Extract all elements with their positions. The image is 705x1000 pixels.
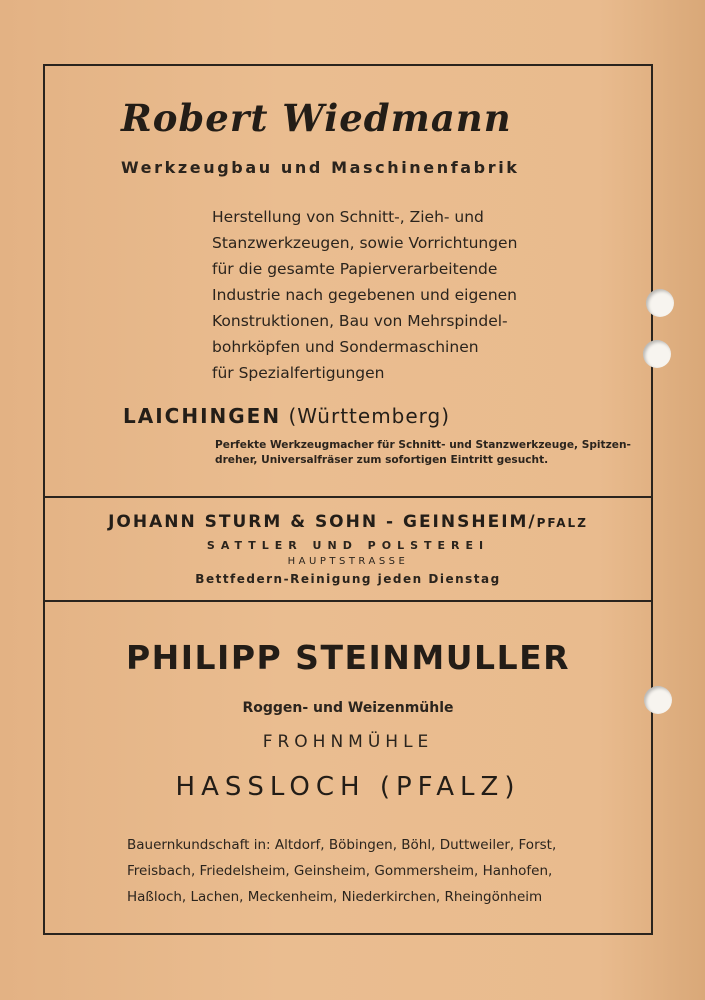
company-name-steinmuller: PHILIPP STEINMULLER <box>125 638 571 677</box>
region-name: (Württemberg) <box>288 404 451 428</box>
job-offer-line: Perfekte Werkzeugmacher für Schnitt- und Stanzwerkzeuge, Spitzen- <box>215 439 631 451</box>
ad-sturm <box>45 496 651 600</box>
description-line: Industrie nach gegebenen und eigenen <box>212 286 517 304</box>
company-location <box>123 404 450 428</box>
description-line: Herstellung von Schnitt-, Zieh- und <box>212 208 484 226</box>
description-line: für die gesamte Papierverarbeitende <box>212 260 498 278</box>
company-description <box>212 204 592 386</box>
company-name-wiedmann: Robert Wiedmann <box>121 96 512 140</box>
company-street: HAUPTSTRASSE <box>287 556 409 567</box>
punch-hole <box>646 289 674 317</box>
service-note: Bettfedern-Reinigung jeden Dienstag <box>195 572 501 586</box>
description-line: für Spezialfertigungen <box>212 364 385 382</box>
company-name-sturm <box>45 512 651 532</box>
description-line: Stanzwerkzeugen, sowie Vorrichtungen <box>212 234 518 252</box>
company-product: Roggen- und Weizenmühle <box>242 700 454 716</box>
city-name: LAICHINGEN <box>123 404 282 428</box>
mill-name: FROHNMÜHLE <box>262 732 434 752</box>
customer-line: Haßloch, Lachen, Meckenheim, Niederkirchen, Rheingönheim <box>127 889 543 905</box>
ad-wiedmann <box>45 66 651 496</box>
description-line: Konstruktionen, Bau von Mehrspindel- <box>212 312 508 330</box>
customer-list <box>127 832 627 910</box>
job-offer-line: dreher, Universalfräser zum sofortigen Eintritt gesucht. <box>215 454 549 466</box>
description-line: bohrköpfen und Sondermaschinen <box>212 338 479 356</box>
punch-hole <box>643 340 671 368</box>
customer-line: Freisbach, Friedelsheim, Geinsheim, Gommersheim, Hanhofen, <box>127 863 553 879</box>
customer-line: Bauernkundschaft in: Altdorf, Böbingen, Böhl, Duttweiler, Forst, <box>127 837 557 853</box>
ad-steinmuller <box>45 600 651 935</box>
company-city: HASSLOCH (PFALZ) <box>175 772 521 802</box>
punch-hole <box>644 686 672 714</box>
job-offer <box>215 438 635 468</box>
company-region: PFALZ <box>536 516 588 530</box>
company-name-text: JOHANN STURM & SOHN - GEINSHEIM/ <box>108 512 537 532</box>
company-business: Werkzeugbau und Maschinenfabrik <box>121 158 520 177</box>
advertisement-frame <box>43 64 653 935</box>
company-trade: SATTLER UND POLSTEREI <box>206 539 490 552</box>
